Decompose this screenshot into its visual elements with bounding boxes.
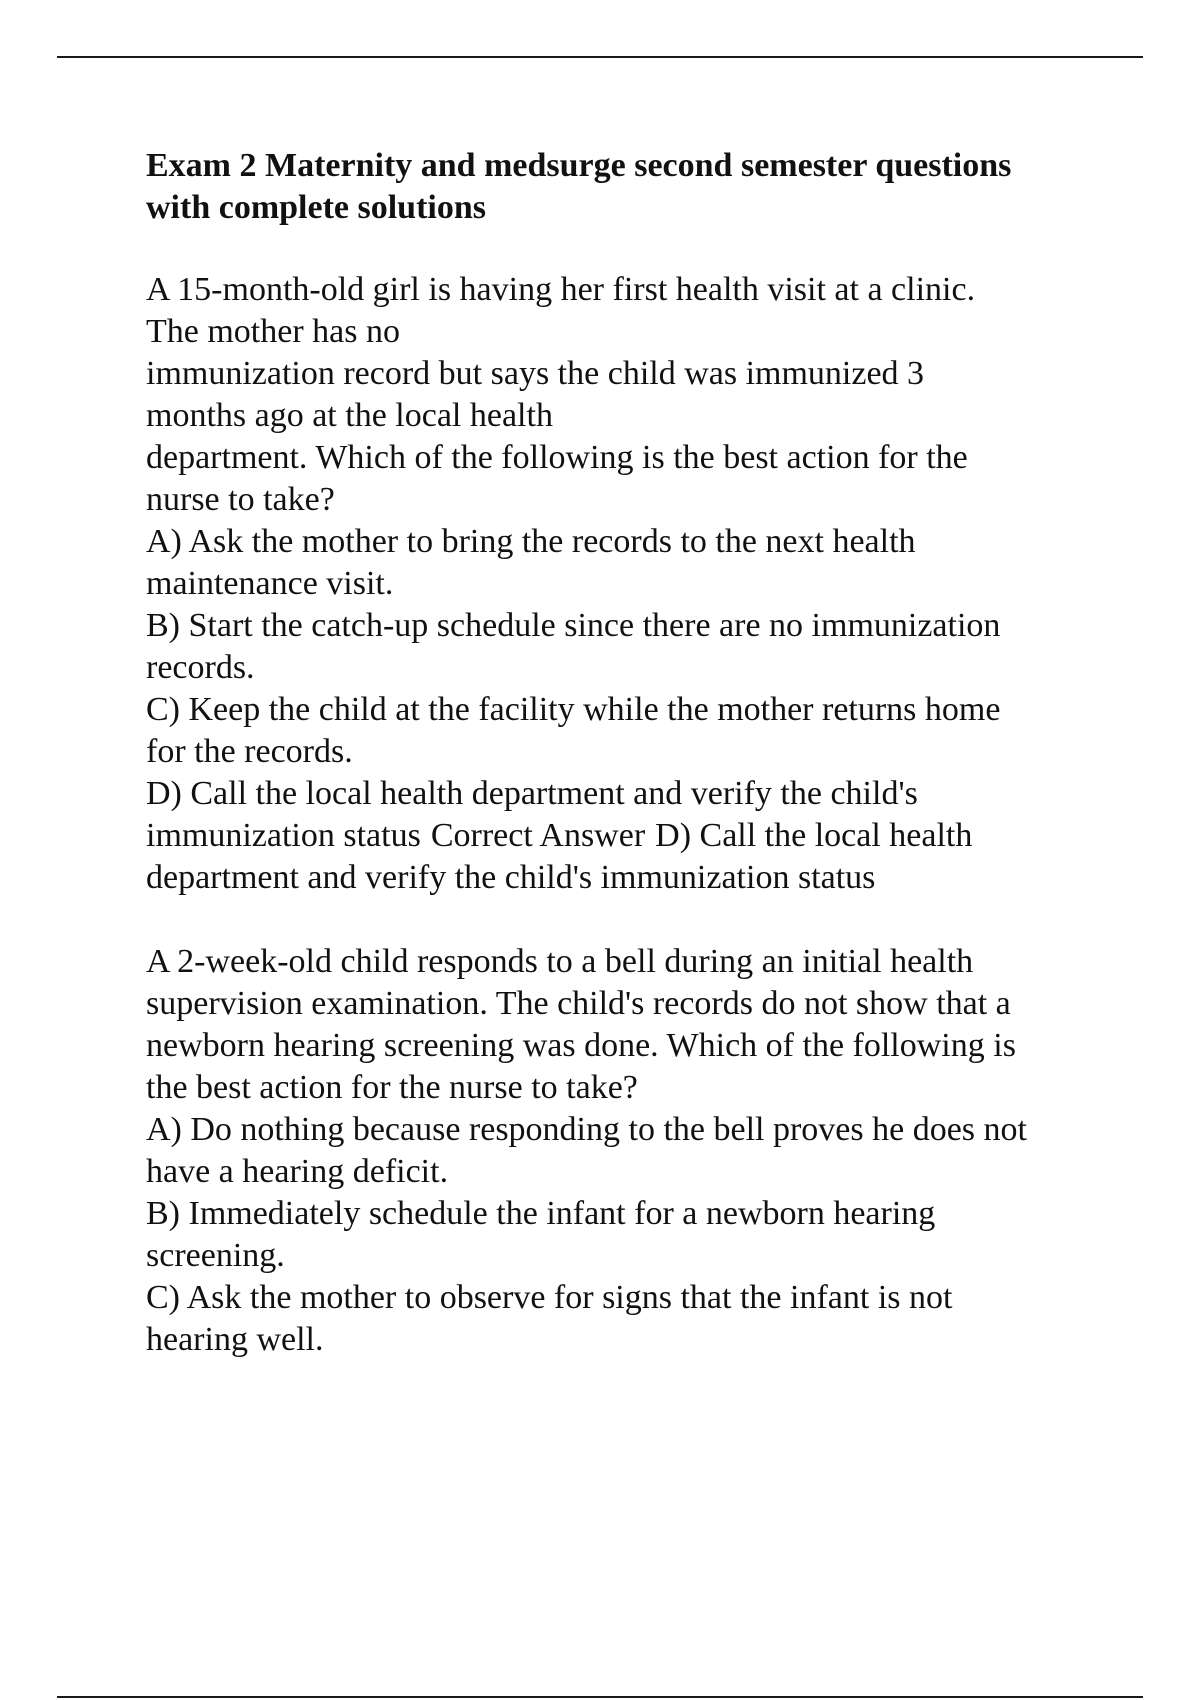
- question-stem-line: A 15-month-old girl is having her first health visit at a clinic.: [146, 271, 976, 308]
- question-2: [146, 941, 1106, 1361]
- correct-answer-text: D) Call the local health: [655, 817, 973, 854]
- option-b-line: screening.: [146, 1237, 285, 1274]
- option-c-line: C) Keep the child at the facility while the mother returns home: [146, 691, 1001, 728]
- option-b-line: B) Start the catch-up schedule since there are no immunization: [146, 607, 1001, 644]
- question-stem-line: The mother has no: [146, 313, 400, 350]
- title-line: Exam 2 Maternity and medsurge second semester questions: [146, 147, 1012, 184]
- question-stem-line: immunization record but says the child was immunized 3: [146, 355, 925, 392]
- question-1: [146, 269, 1106, 899]
- option-a-line: A) Do nothing because responding to the bell proves he does not: [146, 1111, 1027, 1148]
- option-c-line: for the records.: [146, 733, 353, 770]
- option-b-line: B) Immediately schedule the infant for a newborn hearing: [146, 1195, 936, 1232]
- answer-line: [146, 815, 1106, 857]
- option-a-line: A) Ask the mother to bring the records to the next health: [146, 523, 916, 560]
- question-stem-line: supervision examination. The child's records do not show that a: [146, 985, 1011, 1022]
- question-stem-line: the best action for the nurse to take?: [146, 1069, 638, 1106]
- title-line: with complete solutions: [146, 189, 486, 226]
- correct-answer-text-line: department and verify the child's immunization status: [146, 859, 876, 896]
- bottom-rule: [57, 1696, 1143, 1698]
- correct-answer-label: Correct Answer: [430, 817, 646, 854]
- option-d-tail: immunization status: [146, 817, 421, 854]
- option-b-line: records.: [146, 649, 255, 686]
- document-body: [146, 145, 1106, 1403]
- option-d-line: D) Call the local health department and verify the child's: [146, 775, 918, 812]
- option-c-line: C) Ask the mother to observe for signs that the infant is not: [146, 1279, 953, 1316]
- question-stem-line: nurse to take?: [146, 481, 335, 518]
- option-c-line: hearing well.: [146, 1321, 324, 1358]
- question-stem-line: newborn hearing screening was done. Which of the following is: [146, 1027, 1016, 1064]
- option-a-line: maintenance visit.: [146, 565, 394, 602]
- top-rule: [57, 56, 1143, 58]
- document-title: [146, 145, 1106, 229]
- option-a-line: have a hearing deficit.: [146, 1153, 449, 1190]
- question-stem-line: department. Which of the following is the best action for the: [146, 439, 968, 476]
- question-stem-line: months ago at the local health: [146, 397, 553, 434]
- question-stem-line: A 2-week-old child responds to a bell during an initial health: [146, 943, 974, 980]
